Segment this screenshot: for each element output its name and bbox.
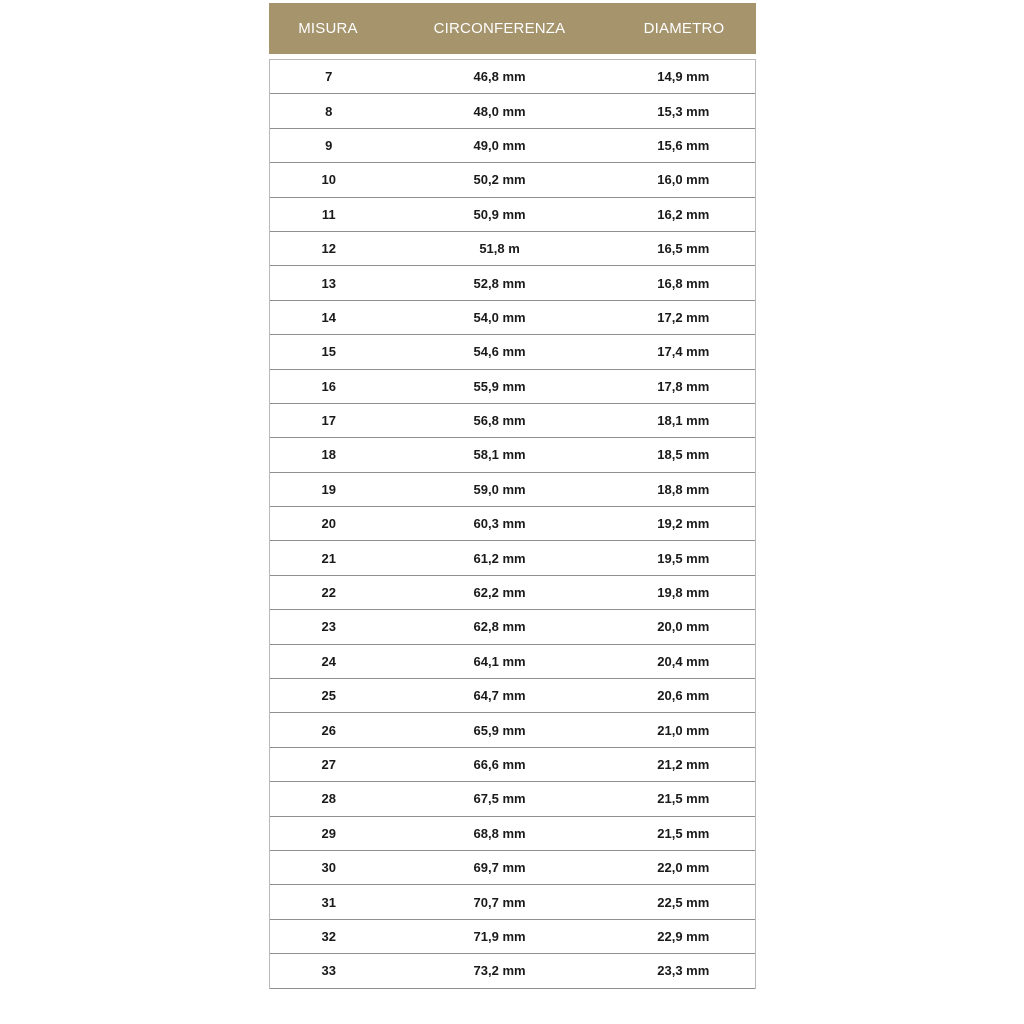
ring-size-table <box>269 3 756 989</box>
table-row <box>270 404 755 438</box>
circumference-cell: 66,6 mm <box>473 757 526 772</box>
size-cell: 27 <box>321 757 336 772</box>
size-cell: 29 <box>321 825 336 841</box>
size-cell: 33 <box>321 963 336 979</box>
size-cell: 11 <box>321 206 336 222</box>
circumference-cell: 60,3 mm <box>473 516 526 532</box>
size-cell: 18 <box>321 447 336 463</box>
size-cell: 8 <box>325 103 333 119</box>
size-cell: 31 <box>321 894 336 910</box>
circumference-cell: 71,9 mm <box>473 928 526 944</box>
table-row <box>270 473 755 507</box>
table-row <box>270 60 755 94</box>
header-circumference: CIRCONFERENZA <box>433 20 566 37</box>
table-row <box>270 851 755 885</box>
diameter-cell: 20,0 mm <box>657 619 710 635</box>
circumference-cell: 68,8 mm <box>473 825 526 841</box>
circumference-cell: 56,8 mm <box>473 413 526 429</box>
circumference-cell: 50,2 mm <box>473 172 526 188</box>
circumference-cell: 54,0 mm <box>473 309 526 325</box>
circumference-cell: 58,1 mm <box>473 447 526 463</box>
circumference-cell: 52,8 mm <box>473 275 526 291</box>
diameter-cell: 16,2 mm <box>657 206 710 222</box>
diameter-cell: 15,6 mm <box>657 137 710 153</box>
table-row <box>270 232 755 266</box>
table-row <box>270 266 755 300</box>
diameter-cell: 19,2 mm <box>657 516 710 532</box>
size-cell: 13 <box>321 275 336 291</box>
size-cell: 22 <box>321 585 336 601</box>
size-cell: 9 <box>325 137 333 153</box>
table-row <box>270 713 755 747</box>
diameter-cell: 21,5 mm <box>657 791 710 807</box>
circumference-cell: 54,6 mm <box>473 344 526 360</box>
diameter-cell: 20,4 mm <box>657 653 710 669</box>
diameter-cell: 23,3 mm <box>657 963 710 979</box>
diameter-cell: 18,1 mm <box>657 413 710 429</box>
table-row <box>270 301 755 335</box>
diameter-cell: 15,3 mm <box>657 103 710 119</box>
size-cell: 25 <box>321 688 336 704</box>
circumference-cell: 50,9 mm <box>473 206 526 222</box>
diameter-cell: 16,0 mm <box>657 172 710 188</box>
circumference-cell: 70,7 mm <box>473 894 526 910</box>
diameter-cell: 18,8 mm <box>657 481 710 497</box>
circumference-cell: 62,2 mm <box>473 585 526 601</box>
table-row <box>270 438 755 472</box>
diameter-cell: 21,2 mm <box>657 757 710 772</box>
diameter-cell: 22,5 mm <box>657 894 710 910</box>
table-header <box>269 3 756 54</box>
size-cell: 17 <box>321 413 336 429</box>
circumference-cell: 65,9 mm <box>473 722 526 738</box>
size-cell: 23 <box>321 619 336 635</box>
diameter-cell: 17,8 mm <box>657 378 710 394</box>
table-row <box>270 885 755 919</box>
size-cell: 30 <box>321 860 336 876</box>
diameter-cell: 16,5 mm <box>657 241 710 257</box>
circumference-cell: 69,7 mm <box>473 860 526 876</box>
size-cell: 12 <box>321 241 336 257</box>
circumference-cell: 49,0 mm <box>473 137 526 153</box>
table-row <box>270 610 755 644</box>
size-cell: 24 <box>321 653 336 669</box>
size-cell: 14 <box>321 309 336 325</box>
size-cell: 20 <box>321 516 336 532</box>
diameter-cell: 22,9 mm <box>657 928 710 944</box>
circumference-cell: 59,0 mm <box>473 481 526 497</box>
table-row <box>270 954 755 988</box>
table-row <box>270 645 755 679</box>
table-row <box>270 335 755 369</box>
table-body <box>269 59 756 989</box>
size-cell: 19 <box>321 481 336 497</box>
diameter-cell: 21,5 mm <box>657 825 710 841</box>
diameter-cell: 19,5 mm <box>657 550 710 566</box>
table-row <box>270 370 755 404</box>
circumference-cell: 73,2 mm <box>473 963 526 979</box>
table-row <box>270 541 755 575</box>
diameter-cell: 21,0 mm <box>657 722 710 738</box>
size-cell: 7 <box>325 69 333 85</box>
circumference-cell: 61,2 mm <box>473 550 526 566</box>
size-cell: 10 <box>321 172 336 188</box>
size-cell: 26 <box>321 722 336 738</box>
table-row <box>270 748 755 782</box>
table-row <box>270 920 755 954</box>
table-row <box>270 576 755 610</box>
circumference-cell: 48,0 mm <box>473 103 526 119</box>
diameter-cell: 22,0 mm <box>657 860 710 876</box>
diameter-cell: 18,5 mm <box>657 447 710 463</box>
circumference-cell: 64,1 mm <box>473 653 526 669</box>
circumference-cell: 64,7 mm <box>473 688 526 704</box>
table-row <box>270 198 755 232</box>
diameter-cell: 19,8 mm <box>657 585 710 601</box>
size-cell: 15 <box>321 344 336 360</box>
circumference-cell: 55,9 mm <box>473 378 526 394</box>
header-size: MISURA <box>298 20 358 37</box>
table-row <box>270 163 755 197</box>
table-row <box>270 129 755 163</box>
circumference-cell: 67,5 mm <box>473 791 526 807</box>
diameter-cell: 20,6 mm <box>657 688 710 704</box>
diameter-cell: 14,9 mm <box>657 69 710 85</box>
table-row <box>270 507 755 541</box>
circumference-cell: 62,8 mm <box>473 619 526 635</box>
size-cell: 32 <box>321 928 336 944</box>
table-row <box>270 94 755 128</box>
diameter-cell: 17,4 mm <box>657 344 710 360</box>
table-row <box>270 679 755 713</box>
circumference-cell: 51,8 m <box>479 241 520 257</box>
header-diameter: DIAMETRO <box>643 20 725 37</box>
size-cell: 16 <box>321 378 336 394</box>
diameter-cell: 17,2 mm <box>657 309 710 325</box>
table-row <box>270 817 755 851</box>
size-cell: 21 <box>321 550 336 566</box>
size-cell: 28 <box>321 791 336 807</box>
table-row <box>270 782 755 816</box>
circumference-cell: 46,8 mm <box>473 69 526 85</box>
diameter-cell: 16,8 mm <box>657 275 710 291</box>
